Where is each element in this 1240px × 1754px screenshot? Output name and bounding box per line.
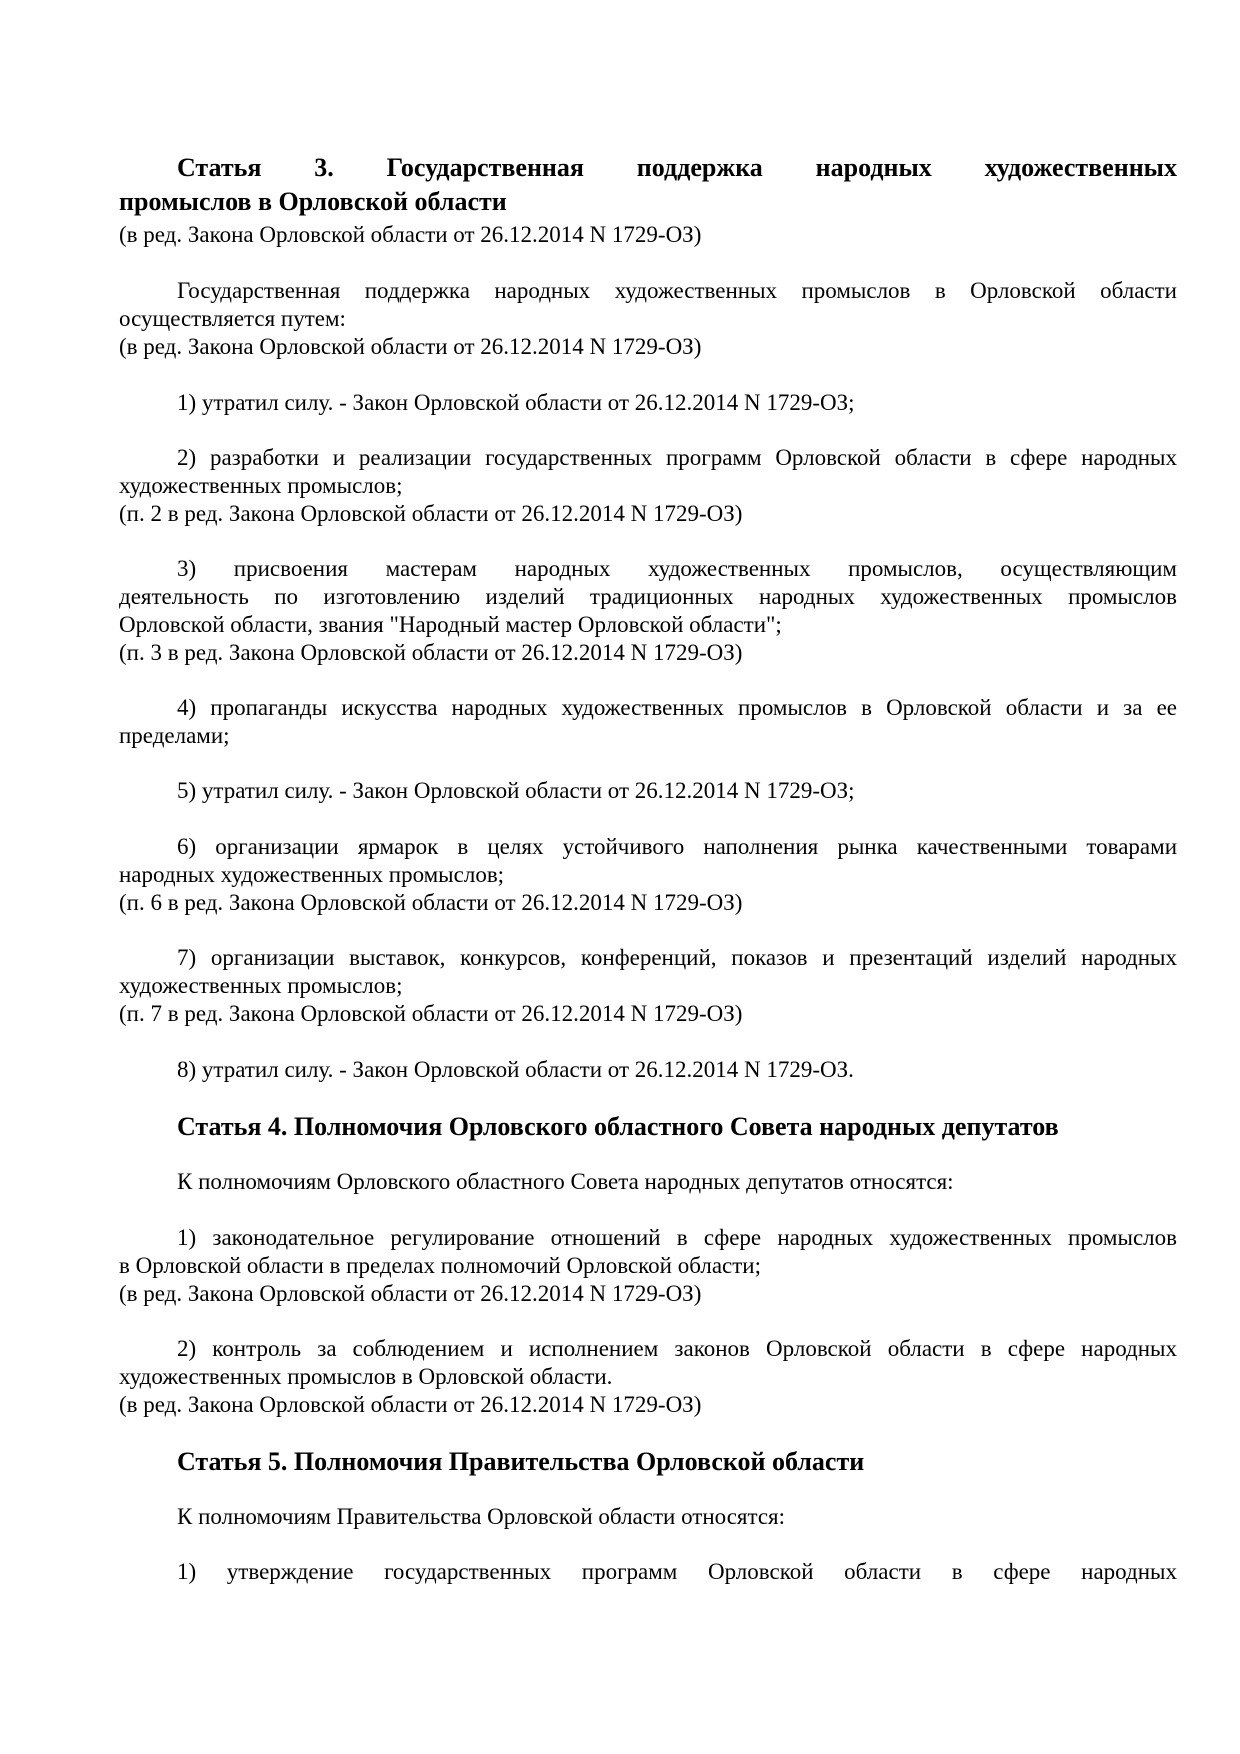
paragraph-line: Государственная поддержка народных художественных промыслов в Орловской области (177, 278, 1177, 303)
list-item: 1) утратил силу. - Закон Орловской области от 26.12.2014 N 1729-ОЗ; (177, 390, 855, 415)
list-item: 8) утратил силу. - Закон Орловской области от 26.12.2014 N 1729-ОЗ. (177, 1057, 854, 1082)
list-item-cont: Орловской области, звания "Народный мастер Орловской области"; (119, 612, 782, 637)
list-item: 1) законодательное регулирование отношений в сфере народных художественных промыслов (177, 1225, 1177, 1250)
list-item: 5) утратил силу. - Закон Орловской области от 26.12.2014 N 1729-ОЗ; (177, 778, 855, 803)
paragraph-line: осуществляется путем: (119, 306, 346, 331)
edit-note: (п. 2 в ред. Закона Орловской области от 26.12.2014 N 1729-ОЗ) (119, 501, 743, 526)
list-item-cont: деятельность по изготовлению изделий традиционных народных художественных промыслов (119, 584, 1177, 609)
list-item: 1) утверждение государственных программ Орловской области в сфере народных (177, 1559, 1177, 1584)
paragraph-line: К полномочиям Орловского областного Совета народных депутатов относятся: (177, 1169, 954, 1194)
edit-note: (п. 3 в ред. Закона Орловской области от 26.12.2014 N 1729-ОЗ) (119, 640, 743, 665)
list-item: 2) контроль за соблюдением и исполнением законов Орловской области в сфере народных (177, 1336, 1177, 1361)
edit-note: (в ред. Закона Орловской области от 26.12.2014 N 1729-ОЗ) (119, 1392, 702, 1417)
list-item: 3) присвоения мастерам народных художественных промыслов, осуществляющим (177, 556, 1177, 581)
article-3-title: Статья 3. Государственная поддержка народных художественных (177, 153, 1177, 182)
list-item-cont: художественных промыслов; (119, 473, 403, 498)
list-item: 4) пропаганды искусства народных художественных промыслов в Орловской области и за ее (177, 695, 1177, 720)
edit-note: (п. 6 в ред. Закона Орловской области от 26.12.2014 N 1729-ОЗ) (119, 890, 743, 915)
edit-note: (в ред. Закона Орловской области от 26.12.2014 N 1729-ОЗ) (119, 222, 702, 247)
list-item: 7) организации выставок, конкурсов, конференций, показов и презентаций изделий народных (177, 945, 1177, 970)
list-item-cont: пределами; (119, 723, 230, 748)
list-item-cont: в Орловской области в пределах полномочий Орловской области; (119, 1253, 762, 1278)
article-4-title: Статья 4. Полномочия Орловского областного Совета народных депутатов (177, 1112, 1059, 1141)
edit-note: (п. 7 в ред. Закона Орловской области от 26.12.2014 N 1729-ОЗ) (119, 1001, 743, 1026)
list-item-cont: художественных промыслов в Орловской области. (119, 1364, 613, 1389)
paragraph-line: К полномочиям Правительства Орловской области относятся: (177, 1504, 785, 1529)
list-item-cont: художественных промыслов; (119, 973, 403, 998)
edit-note: (в ред. Закона Орловской области от 26.12.2014 N 1729-ОЗ) (119, 1281, 702, 1306)
article-3-title-cont: промыслов в Орловской области (119, 187, 507, 216)
list-item-cont: народных художественных промыслов; (119, 862, 505, 887)
article-5-title: Статья 5. Полномочия Правительства Орловской области (177, 1447, 865, 1476)
edit-note: (в ред. Закона Орловской области от 26.12.2014 N 1729-ОЗ) (119, 334, 702, 359)
list-item: 6) организации ярмарок в целях устойчивого наполнения рынка качественными товарами (177, 834, 1177, 859)
list-item: 2) разработки и реализации государственных программ Орловской области в сфере народных (177, 445, 1177, 470)
